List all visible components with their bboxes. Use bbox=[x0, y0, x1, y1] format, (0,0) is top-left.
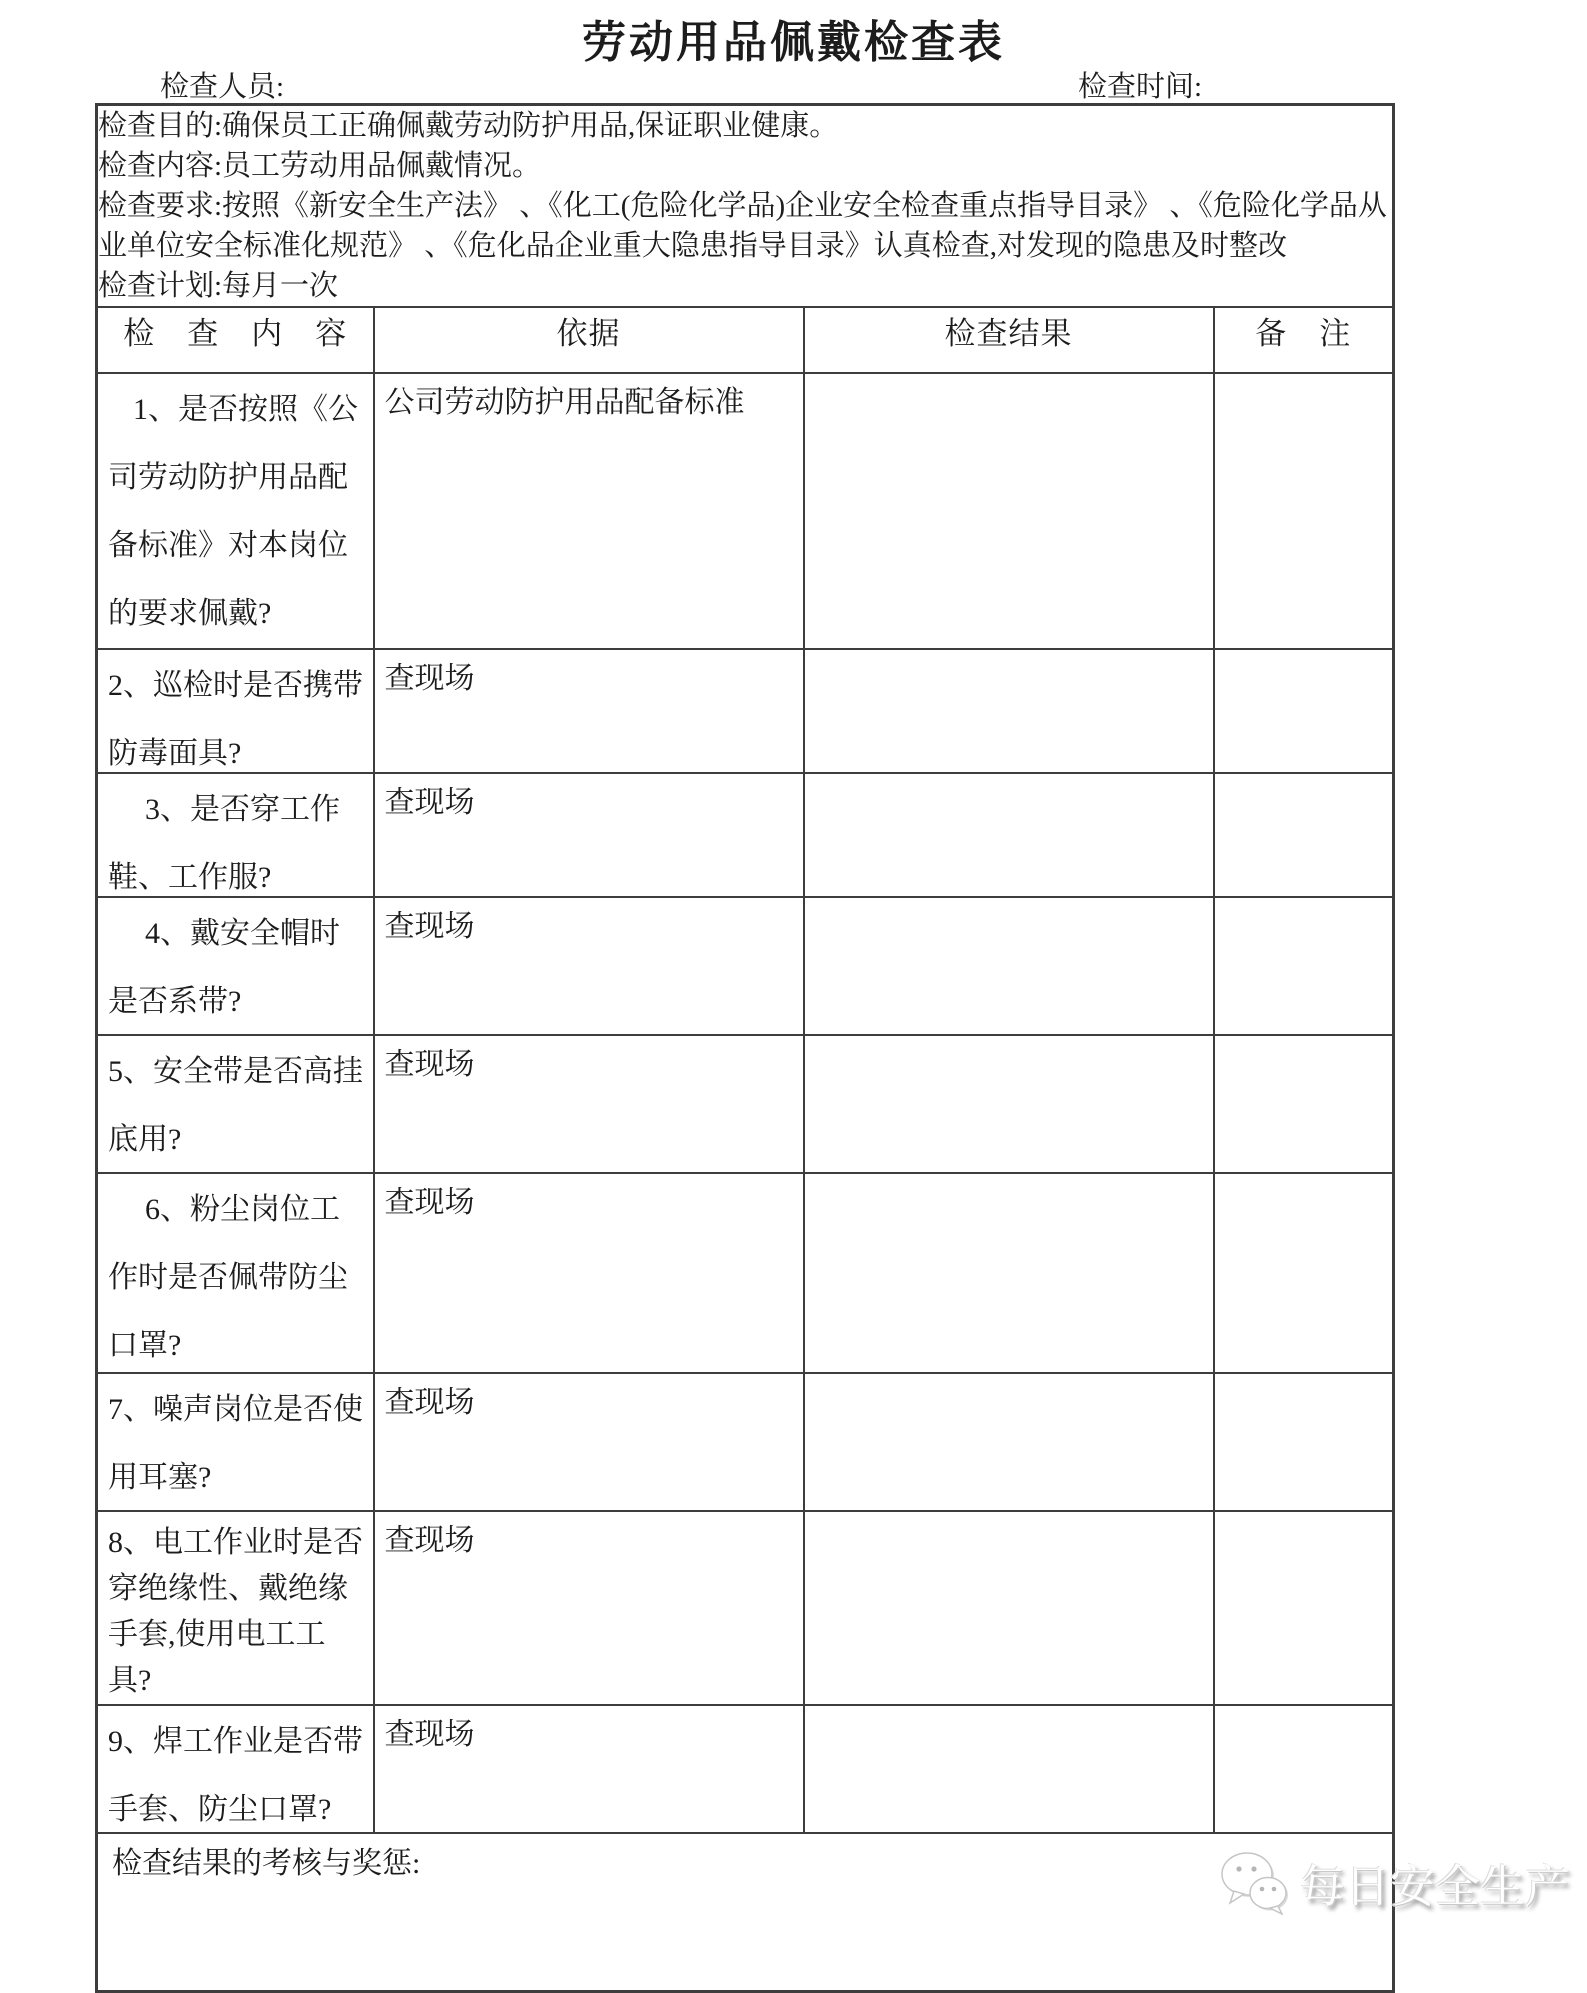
content-cell bbox=[97, 1705, 374, 1833]
page-title: 劳动用品佩戴检查表 bbox=[582, 18, 1005, 67]
result-cell bbox=[804, 773, 1214, 897]
basis-cell bbox=[374, 1035, 804, 1173]
inspection-row bbox=[97, 1035, 1394, 1173]
basis-text: 查现场 bbox=[384, 786, 475, 819]
basis-cell bbox=[374, 1705, 804, 1833]
basis-cell bbox=[374, 649, 804, 773]
basis-text: 查现场 bbox=[384, 662, 475, 695]
basis-text: 查现场 bbox=[384, 1048, 475, 1081]
remark-cell bbox=[1214, 1373, 1394, 1511]
meta-row bbox=[0, 64, 1587, 104]
content-cell bbox=[97, 649, 374, 773]
remark-cell bbox=[1214, 773, 1394, 897]
basis-text: 查现场 bbox=[384, 1386, 475, 1419]
content-cell bbox=[97, 1035, 374, 1173]
basis-text: 公司劳动防护用品配备标准 bbox=[384, 386, 745, 419]
check-time-label: 检查时间: bbox=[1078, 71, 1203, 103]
content-text: 2、巡检时是否携带防毒面具? bbox=[108, 669, 363, 770]
remark-cell bbox=[1214, 1511, 1394, 1705]
basis-cell bbox=[374, 373, 804, 649]
header-row bbox=[97, 307, 1394, 373]
content-cell bbox=[97, 373, 374, 649]
inspection-row bbox=[97, 1173, 1394, 1373]
remark-cell bbox=[1214, 649, 1394, 773]
basis-cell bbox=[374, 1373, 804, 1511]
inspection-row bbox=[97, 373, 1394, 649]
inspection-row bbox=[97, 1705, 1394, 1833]
inspection-table bbox=[95, 103, 1395, 1993]
header-basis: 依据 bbox=[374, 307, 804, 373]
content-text: 5、安全带是否高挂底用? bbox=[108, 1055, 363, 1156]
remark-cell bbox=[1214, 1035, 1394, 1173]
inspector-label: 检查人员: bbox=[160, 71, 285, 103]
notes-cell bbox=[97, 105, 1394, 308]
header-content: 检 查 内 容 bbox=[97, 307, 374, 373]
result-cell bbox=[804, 1705, 1214, 1833]
result-cell bbox=[804, 897, 1214, 1035]
content-text: 3、是否穿工作鞋、工作服? bbox=[108, 793, 340, 894]
watermark-text: 每日安全生产 bbox=[1300, 1862, 1571, 1912]
basis-text: 查现场 bbox=[384, 1186, 475, 1219]
content-text: 6、粉尘岗位工作时是否佩带防尘口罩? bbox=[108, 1193, 348, 1362]
result-cell bbox=[804, 1035, 1214, 1173]
content-text: 7、噪声岗位是否使用耳塞? bbox=[108, 1393, 363, 1494]
remark-cell bbox=[1214, 373, 1394, 649]
content-cell bbox=[97, 1373, 374, 1511]
inspection-row bbox=[97, 649, 1394, 773]
basis-cell bbox=[374, 773, 804, 897]
header-remark: 备 注 bbox=[1214, 307, 1394, 373]
result-cell bbox=[804, 1173, 1214, 1373]
basis-text: 查现场 bbox=[384, 910, 475, 943]
content-cell bbox=[97, 897, 374, 1035]
result-cell bbox=[804, 649, 1214, 773]
header-result: 检查结果 bbox=[804, 307, 1214, 373]
note-scope: 检查内容:员工劳动用品佩戴情况。 bbox=[98, 150, 542, 182]
note-requirement: 检查要求:按照《新安全生产法》 、《化工(危险化学品)企业安全检查重点指导目录》 、《危险化学品从业单位安全标准化规范》 、《危化品企业重大隐患指导目录》认真检查,对发现的隐患及时整改 bbox=[98, 190, 1387, 262]
content-text: 9、焊工作业是否带手套、防尘口罩? bbox=[108, 1725, 363, 1826]
basis-text: 查现场 bbox=[384, 1524, 475, 1557]
basis-cell bbox=[374, 897, 804, 1035]
note-plan: 检查计划:每月一次 bbox=[98, 270, 339, 302]
watermark bbox=[1220, 1850, 1570, 1915]
content-cell bbox=[97, 1511, 374, 1705]
inspection-row bbox=[97, 773, 1394, 897]
content-text: 4、戴安全帽时是否系带? bbox=[108, 917, 340, 1018]
basis-cell bbox=[374, 1511, 804, 1705]
remark-cell bbox=[1214, 1173, 1394, 1373]
assessment-cell bbox=[97, 1833, 1394, 1992]
remark-cell bbox=[1214, 897, 1394, 1035]
inspection-row bbox=[97, 897, 1394, 1035]
basis-text: 查现场 bbox=[384, 1718, 475, 1751]
content-cell bbox=[97, 773, 374, 897]
result-cell bbox=[804, 1511, 1214, 1705]
wechat-icon bbox=[1220, 1851, 1290, 1915]
basis-cell bbox=[374, 1173, 804, 1373]
result-cell bbox=[804, 1373, 1214, 1511]
assessment-label: 检查结果的考核与奖惩: bbox=[112, 1847, 421, 1880]
content-text: 8、电工作业时是否穿绝缘性、戴绝缘手套,使用电工工具? bbox=[108, 1526, 363, 1697]
notes-row bbox=[97, 105, 1394, 308]
content-text: 1、是否按照《公司劳动防护用品配备标准》对本岗位的要求佩戴? bbox=[108, 393, 358, 630]
content-cell bbox=[97, 1173, 374, 1373]
note-purpose: 检查目的:确保员工正确佩戴劳动防护用品,保证职业健康。 bbox=[98, 110, 839, 142]
inspection-row bbox=[97, 1373, 1394, 1511]
assessment-row bbox=[97, 1833, 1394, 1992]
inspection-row bbox=[97, 1511, 1394, 1705]
remark-cell bbox=[1214, 1705, 1394, 1833]
result-cell bbox=[804, 373, 1214, 649]
